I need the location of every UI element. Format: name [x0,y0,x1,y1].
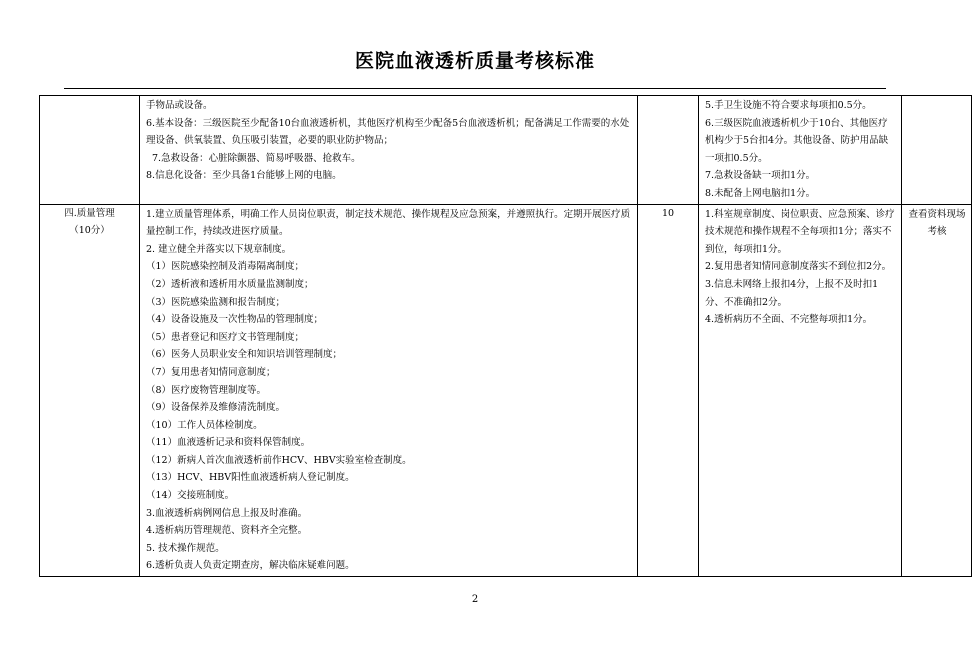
content-cell [140,96,638,205]
content-line: 6.透析负责人负责定期查房，解决临床疑难问题。 [146,560,355,572]
scoring-line: 3.信息未网络上报扣4分，上报不及时扣1分、不准确扣2分。 [705,278,879,308]
content-line: 4.透析病历管理规范、资料齐全完整。 [146,525,308,537]
scoring-line: 7.急救设备缺一项扣1分。 [705,170,816,182]
page-number: 2 [471,594,479,605]
content-line: 3.血液透析病例网信息上报及时准确。 [146,507,308,519]
content-line: 手物品或设备。 [146,100,213,111]
scoring-line: 8.未配备上网电脑扣1分。 [705,187,816,199]
content-line: （2）透析液和透析用水质量监测制度； [146,278,314,290]
content-line: （14）交接班制度。 [146,490,235,502]
scoring-line: 6.三级医院血液透析机少于10台、其他医疗机构少于5台扣4分。其他设备、防护用品缺一项扣0.5分。 [705,117,889,164]
content-line: 2. 建立健全并落实以下规章制度。 [146,243,292,255]
content-line: （5）患者登记和医疗文书管理制度； [146,331,305,343]
table-row [40,204,972,576]
content-line: （8）医疗废物管理制度等。 [146,384,267,396]
content-line: 8.信息化设备：至少具备1台能够上网的电脑。 [146,170,342,182]
method-text: 查看资料现场考核 [908,208,966,238]
content-line: （4）设备设施及一次性物品的管理制度； [146,314,324,326]
item-score: （10分） [69,225,110,237]
content-line: 1.建立质量管理体系，明确工作人员岗位职责，制定技术规范、操作规程及应急预案，并遵照执行。定期开展医疗质量控制工作，持续改进医疗质量。 [146,208,631,238]
item-cell [40,204,140,576]
method-cell [902,204,972,576]
content-line: （11）血液透析记录和资料保管制度。 [146,437,311,449]
content-line: （7）复用患者知情同意制度； [146,366,276,378]
item-cell [40,96,140,205]
method-cell [902,96,972,205]
content-line: （12）新病人首次血液透析前作HCV、HBV实验室检查制度。 [146,454,412,466]
content-line: （1）医院感染控制及消毒隔离制度； [146,261,305,273]
scoring-cell [699,204,902,576]
content-line: （10）工作人员体检制度。 [146,419,263,431]
table-row [40,96,972,205]
points-cell: 10 [638,204,699,576]
content-line: 6.基本设备：三级医院至少配备10台血液透析机，其他医疗机构至少配备5台血液透析机；配备满足工作需要的水处理设备、供氧装置、负压吸引装置，必要的职业防护物品； [146,117,630,147]
scoring-cell [699,96,902,205]
content-line: （13）HCV、HBV阳性血液透析病人登记制度。 [146,472,355,484]
item-label: 四.质量管理 [64,207,115,219]
content-line: （9）设备保养及维修清洗制度。 [146,402,286,414]
assessment-table [39,95,972,577]
scoring-line: 4.透析病历不全面、不完整每项扣1分。 [705,314,873,326]
content-line: （3）医院感染监测和报告制度； [146,296,286,308]
content-cell [140,204,638,576]
scoring-line: 5.手卫生设施不符合要求每项扣0.5分。 [705,100,872,111]
scoring-line: 2.复用患者知情同意制度落实不到位扣2分。 [705,261,892,273]
points-cell [638,96,699,205]
content-line: （6）医务人员职业安全和知识培训管理制度； [146,349,343,361]
content-line: 7.急救设备：心脏除颤器、简易呼吸器、抢救车。 [152,152,361,164]
content-line: 5. 技术操作规范。 [146,542,225,554]
title-underline [64,88,886,89]
document-title: 医院血液透析质量考核标准 [354,50,595,72]
scoring-line: 1.科室规章制度、岗位职责、应急预案、诊疗技术规范和操作规程不全每项扣1分；落实不到位，每项扣1分。 [705,208,895,255]
